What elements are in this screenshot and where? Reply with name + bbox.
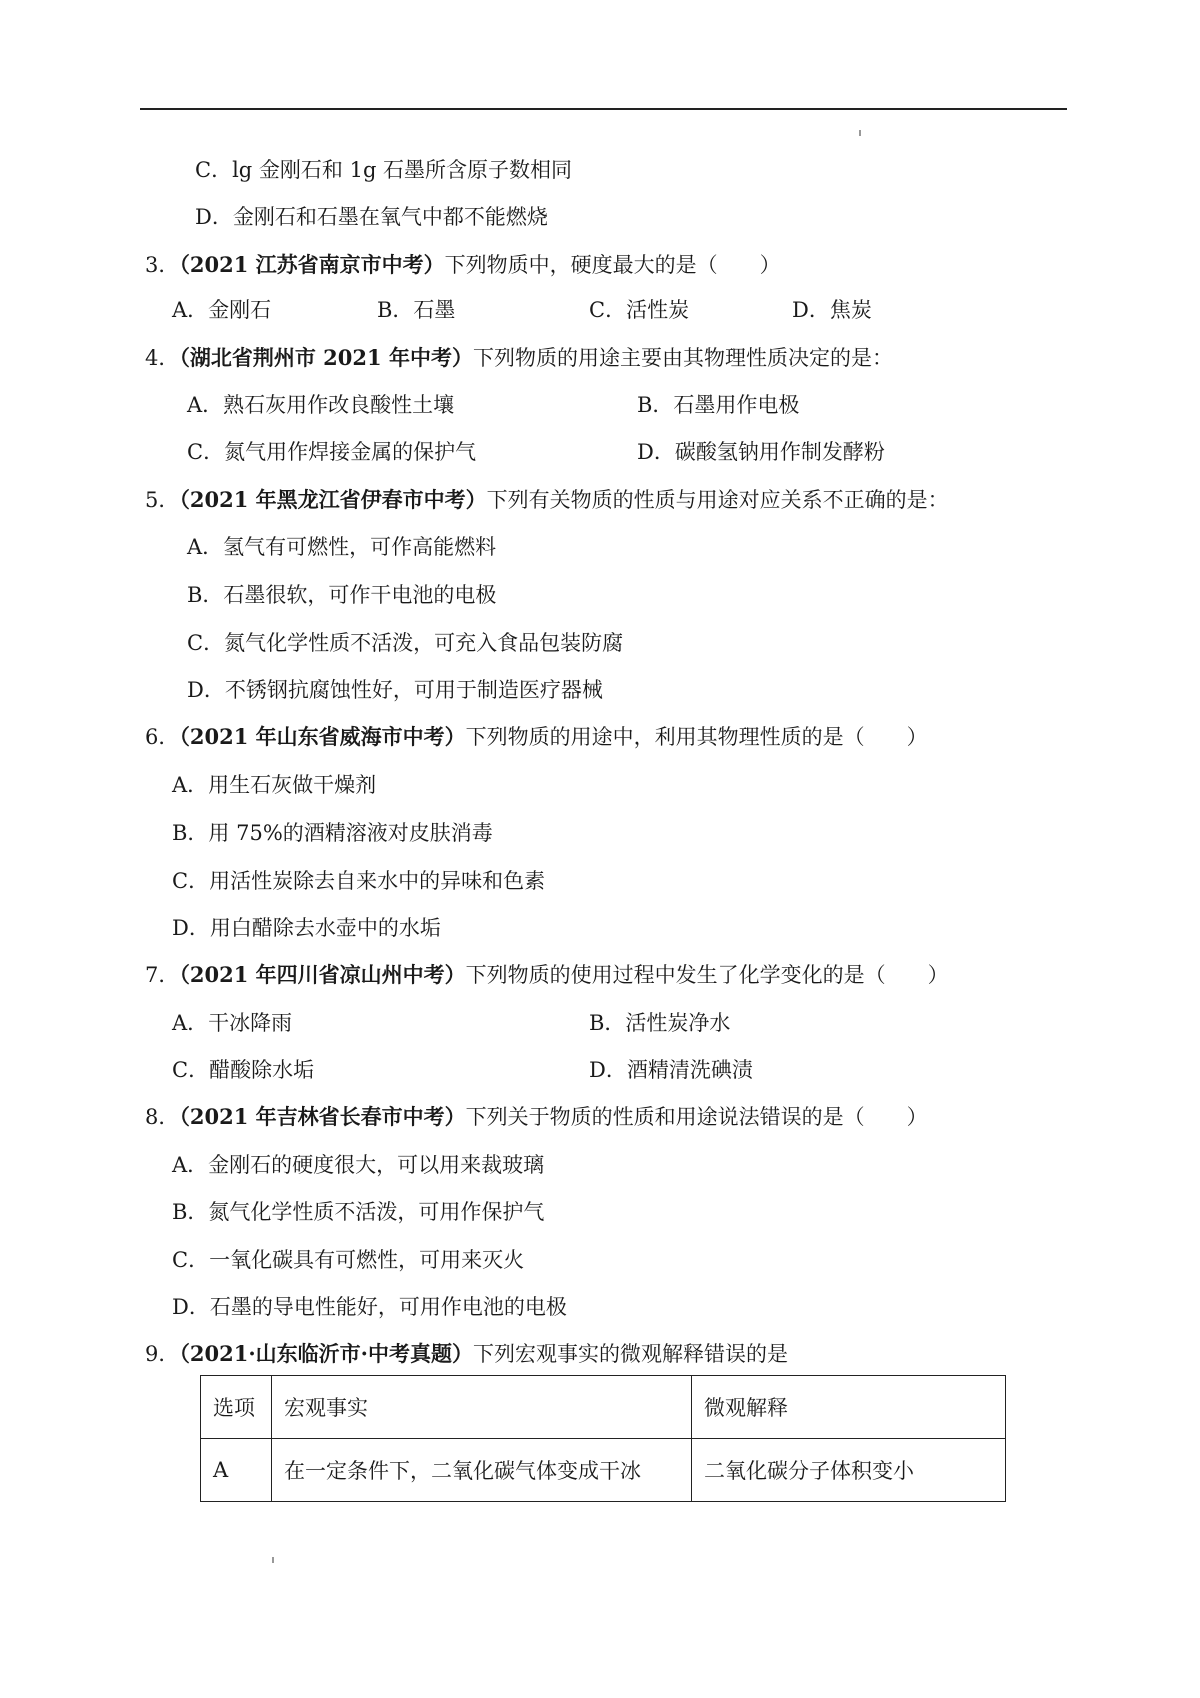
q3-option-c: C．活性炭 [589, 298, 690, 322]
q4-option-d: D．碳酸氢钠用作制发酵粉 [637, 440, 885, 464]
q5-option-a: A．氢气有可燃性，可作高能燃料 [187, 535, 497, 559]
q4-option-c: C．氮气用作焊接金属的保护气 [187, 440, 477, 464]
question-number: 4． [145, 346, 180, 370]
q2-option-d: D．金刚石和石墨在氧气中都不能燃烧 [195, 205, 548, 229]
table-cell: 在一定条件下，二氧化碳气体变成干冰 [272, 1439, 692, 1502]
table-header-cell: 宏观事实 [272, 1376, 692, 1439]
q7-option-d: D．酒精清洗碘渍 [589, 1058, 753, 1082]
question-7 [145, 960, 949, 990]
q8-option-a: A．金刚石的硬度很大，可以用来裁玻璃 [172, 1153, 545, 1177]
question-number: 7． [145, 963, 180, 987]
question-source: （2021 年四川省凉山州中考） [179, 962, 466, 987]
question-number: 3． [145, 253, 180, 277]
question-stem: 下列关于物质的性质和用途说法错误的是（ ） [465, 1105, 928, 1129]
q7-option-a: A．干冰降雨 [172, 1011, 293, 1035]
table-cell: 二氧化碳分子体积变小 [692, 1439, 1006, 1502]
q6-option-c: C．用活性炭除去自来水中的异味和色素 [172, 869, 546, 893]
table-cell: A [201, 1439, 272, 1502]
q7-option-b: B．活性炭净水 [589, 1011, 731, 1035]
q8-option-b: B．氮气化学性质不活泼，可用作保护气 [172, 1200, 545, 1224]
q6-option-a: A．用生石灰做干燥剂 [172, 773, 377, 797]
question-9 [145, 1339, 788, 1369]
question-source: （2021·山东临沂市·中考真题） [179, 1341, 473, 1366]
question-source: （2021 江苏省南京市中考） [179, 252, 445, 277]
q6-option-d: D．用白醋除去水壶中的水垢 [172, 916, 441, 940]
question-stem: 下列有关物质的性质与用途对应关系不正确的是： [486, 488, 949, 512]
q3-option-d: D．焦炭 [792, 298, 872, 322]
header-rule [140, 108, 1067, 110]
question-8 [145, 1102, 928, 1132]
question-number: 8． [145, 1105, 180, 1129]
q5-option-c: C．氮气化学性质不活泼，可充入食品包装防腐 [187, 631, 624, 655]
question-stem: 下列物质的用途中，利用其物理性质的是（ ） [465, 725, 928, 749]
q8-option-c: C．一氧化碳具有可燃性，可用来灭火 [172, 1248, 525, 1272]
question-stem: 下列物质的使用过程中发生了化学变化的是（ ） [465, 963, 949, 987]
answer-table [200, 1375, 1006, 1502]
question-stem: 下列宏观事实的微观解释错误的是 [472, 1342, 788, 1366]
table-header-cell: 选项 [201, 1376, 272, 1439]
scan-mark [272, 1557, 274, 1563]
question-source: （2021 年吉林省长春市中考） [179, 1104, 466, 1129]
question-number: 9． [145, 1342, 180, 1366]
q8-option-d: D．石墨的导电性能好，可用作电池的电极 [172, 1295, 567, 1319]
question-number: 6． [145, 725, 180, 749]
question-6 [145, 722, 928, 752]
question-4 [145, 343, 893, 373]
table-header-cell: 微观解释 [692, 1376, 1006, 1439]
q4-option-a: A．熟石灰用作改良酸性土壤 [187, 393, 455, 417]
q3-option-b: B．石墨 [377, 298, 456, 322]
question-stem: 下列物质中，硬度最大的是（ ） [444, 253, 781, 277]
q5-option-d: D．不锈钢抗腐蚀性好，可用于制造医疗器械 [187, 678, 603, 702]
q3-option-a: A．金刚石 [172, 298, 272, 322]
question-source: （2021 年山东省威海市中考） [179, 724, 466, 749]
question-3 [145, 250, 781, 280]
question-source: （2021 年黑龙江省伊春市中考） [179, 487, 487, 512]
question-stem: 下列物质的用途主要由其物理性质决定的是： [472, 346, 893, 370]
question-number: 5． [145, 488, 180, 512]
q4-option-b: B．石墨用作电极 [637, 393, 800, 417]
question-5 [145, 485, 949, 515]
q6-option-b: B．用 75%的酒精溶液对皮肤消毒 [172, 821, 493, 845]
table-row [201, 1439, 1006, 1502]
q5-option-b: B．石墨很软，可作干电池的电极 [187, 583, 497, 607]
q7-option-c: C．醋酸除水垢 [172, 1058, 315, 1082]
scan-mark [859, 130, 861, 136]
q2-option-c: C．lg 金刚石和 1g 石墨所含原子数相同 [195, 158, 573, 182]
table-header-row [201, 1376, 1006, 1439]
question-source: （湖北省荆州市 2021 年中考） [179, 345, 473, 370]
